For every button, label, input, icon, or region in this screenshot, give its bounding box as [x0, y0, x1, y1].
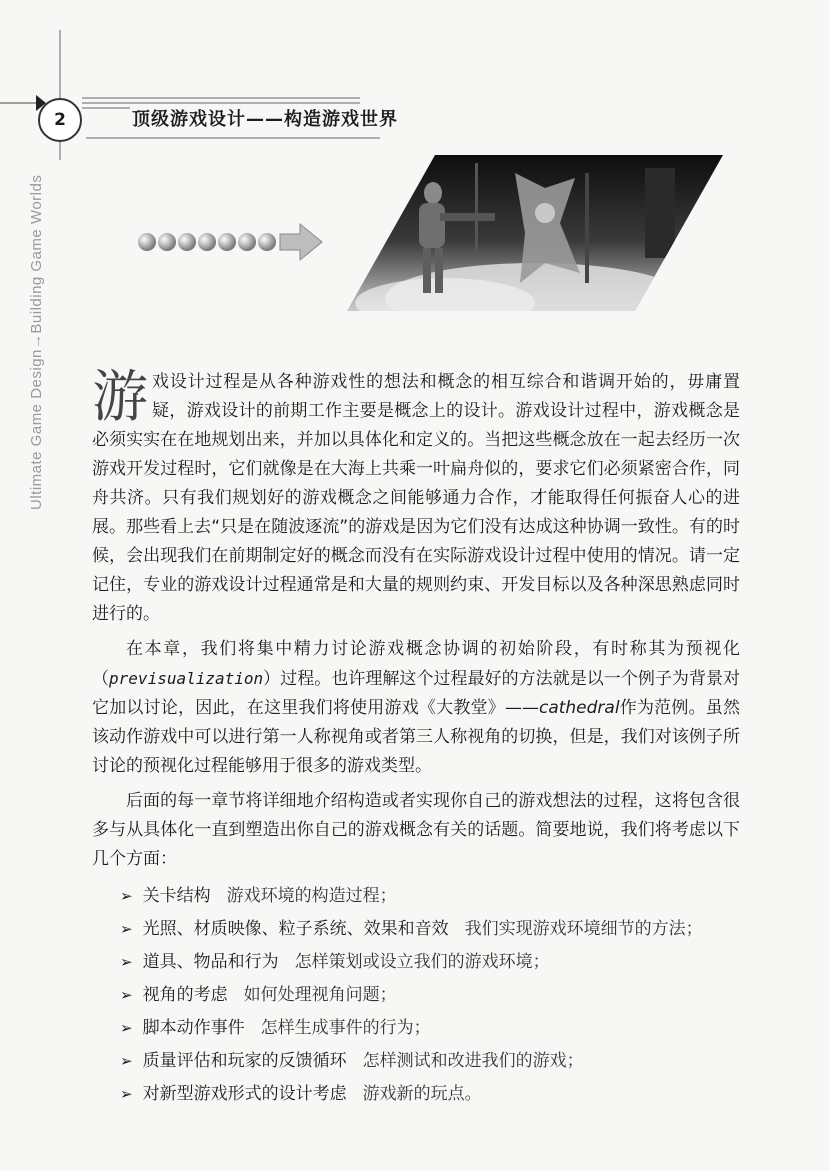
list-item-topic: 关卡结构 — [142, 886, 211, 906]
list-item-desc: 游戏环境的构造过程； — [226, 886, 397, 906]
list-item — [120, 1014, 740, 1042]
paragraph-2-part2: ）过程。也许理解这个过程最好的方法就是以一个例子为背景对它加以讨论，因此，在这里我们将使用游戏《大教堂》—— — [92, 669, 740, 718]
list-item-desc: 游戏新的玩点。 — [362, 1084, 482, 1104]
list-item-topic: 道具、物品和行为 — [142, 952, 279, 972]
bullet-arrow-icon: ➢ — [120, 1085, 133, 1103]
bullet-arrow-icon: ➢ — [120, 920, 133, 938]
paragraph-2-part1: 在本章，我们将集中精力讨论游戏概念协调的初始阶段，有时称其为预视化（ — [92, 639, 740, 689]
list-item — [120, 882, 740, 910]
bullet-arrow-icon: ➢ — [120, 953, 133, 971]
list-item-desc: 怎样测试和改进我们的游戏； — [362, 1051, 584, 1071]
side-series-title: Ultimate Game Design→Building Game Worlds — [28, 174, 45, 510]
list-item — [120, 981, 740, 1009]
drop-cap: 游 — [92, 365, 148, 430]
topic-list — [120, 882, 740, 1108]
main-body-text — [92, 365, 741, 1113]
game-screenshot-image — [345, 153, 725, 313]
list-item-desc: 如何处理视角问题； — [243, 985, 397, 1005]
dotted-arrow-icon — [135, 218, 335, 268]
running-header-title: 顶级游戏设计——构造游戏世界 — [132, 109, 398, 130]
list-item-topic: 对新型游戏形式的设计考虑 — [142, 1084, 347, 1104]
paragraph-1 — [92, 365, 740, 629]
bullet-arrow-icon: ➢ — [120, 1019, 133, 1037]
list-item-desc: 怎样策划或设立我们的游戏环境； — [294, 952, 550, 972]
list-item — [120, 915, 740, 943]
paragraph-2-part3: 作为范例。虽然该动作游戏中可以进行第一人称视角或者第三人称视角的切换，但是，我们对该例子所讨论的预视化过程能够用于很多的游戏类型。 — [92, 698, 741, 776]
page-number: 2 — [38, 98, 82, 142]
list-item-topic: 光照、材质映像、粒子系统、效果和音效 — [142, 919, 449, 939]
bullet-arrow-icon: ➢ — [120, 1052, 133, 1070]
list-item — [120, 948, 740, 976]
bullet-arrow-icon: ➢ — [120, 887, 133, 905]
bullet-arrow-icon: ➢ — [120, 986, 133, 1004]
paragraph-3: 后面的每一章节将详细地介绍构造或者实现你自己的游戏想法的过程，这将包含很多与从具体化一直到塑造出你自己的游戏概念有关的话题。简要地说，我们将考虑以下几个方面： — [92, 791, 740, 869]
term-previsualization: previsualization — [109, 669, 264, 688]
paragraph-1-text: 戏设计过程是从各种游戏性的想法和概念的相互综合和谐调开始的，毋庸置疑，游戏设计的前期工作主要是概念上的设计。游戏设计过程中，游戏概念是必须实实在在地规划出来，并加以具体化和定义的。当把这些概念放在一起去经历一次游戏开发过程时，它们就像是在大海上共乘一叶扁舟似的，要求它们必须紧密合作，同舟共济。只有我们规划好的游戏概念之间能够通力合作，才能取得任何振奋人心的进展。那些看上去“只是在随波逐流”的游戏是因为它们没有达成这种协调一致性。有的时候，会出现我们在前期制定好的概念而没有在实际游戏设计过程中使用的情况。请一定记住，专业的游戏设计过程通常是和大量的规则约束、开发目标以及各种深思熟虑同时进行的。 — [92, 372, 740, 624]
list-item-desc: 我们实现游戏环境细节的方法； — [464, 919, 703, 939]
paragraph-2 — [92, 635, 740, 781]
header-ornament — [0, 0, 830, 160]
list-item-topic: 视角的考虑 — [142, 985, 228, 1005]
list-item — [120, 1047, 740, 1075]
list-item-desc: 怎样生成事件的行为； — [260, 1018, 431, 1038]
list-item-topic: 质量评估和玩家的反馈循环 — [142, 1051, 347, 1071]
list-item — [120, 1080, 740, 1108]
term-cathedral: cathedral — [538, 698, 620, 718]
list-item-topic: 脚本动作事件 — [142, 1018, 245, 1038]
